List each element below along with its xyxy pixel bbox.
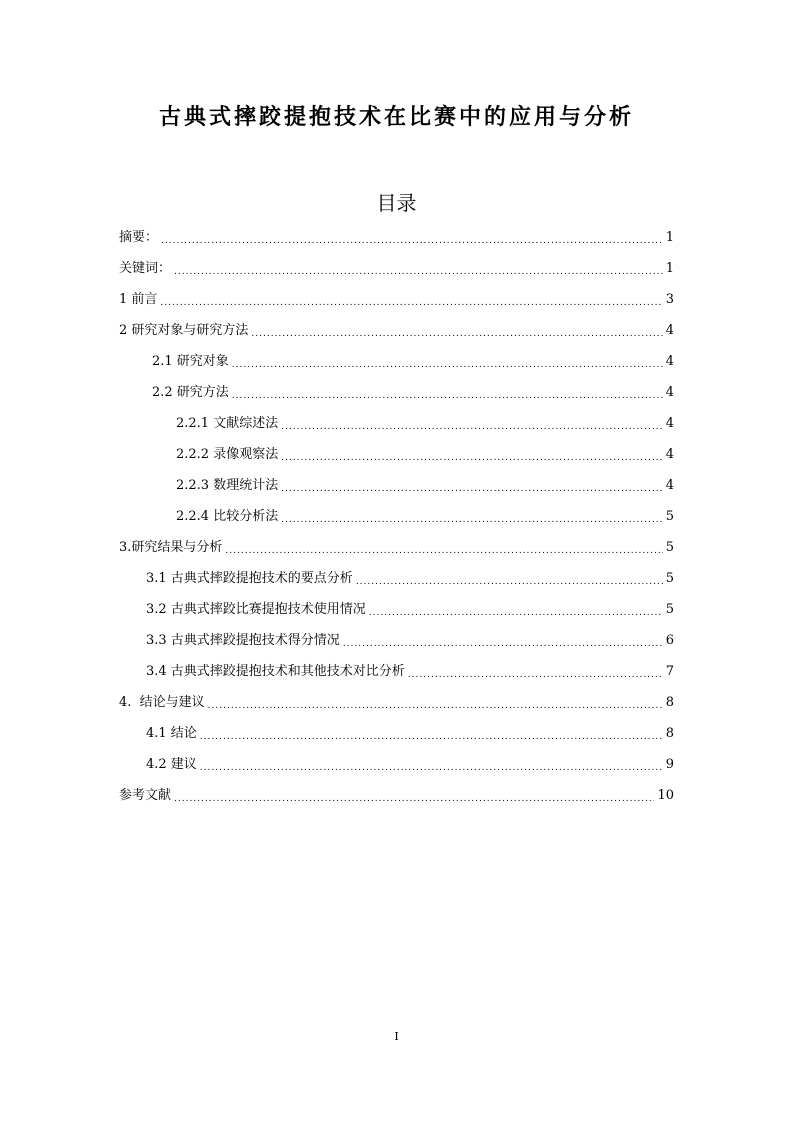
toc-leader-dots xyxy=(281,447,663,469)
toc-leader-dots xyxy=(356,571,663,593)
toc-entry-page: 9 xyxy=(665,757,674,772)
toc-entry-section-4-1[interactable] xyxy=(119,723,674,754)
toc-entry-label: 参考文献 xyxy=(119,788,172,803)
toc-entry-references[interactable] xyxy=(119,785,674,816)
toc-entry-section-4[interactable] xyxy=(119,692,674,723)
toc-entry-page: 8 xyxy=(665,726,674,741)
toc-entry-page: 1 xyxy=(665,230,674,245)
toc-entry-label: 1 前言 xyxy=(119,292,158,307)
toc-entry-label: 4.2 建议 xyxy=(146,757,197,772)
toc-entry-section-2-2[interactable] xyxy=(119,382,674,413)
document-title: 古典式摔跤提抱技术在比赛中的应用与分析 xyxy=(158,105,634,130)
toc-leader-dots xyxy=(225,540,662,562)
toc-leader-dots xyxy=(160,292,662,314)
toc-entry-keywords[interactable] xyxy=(119,258,674,289)
toc-entry-label: 2 研究对象与研究方法 xyxy=(119,323,249,338)
toc-entry-section-2[interactable] xyxy=(119,320,674,351)
toc-entry-label: 关键词： xyxy=(119,261,172,276)
toc-entry-page: 8 xyxy=(665,695,674,710)
toc-entry-abstract[interactable] xyxy=(119,227,674,258)
toc-entry-page: 6 xyxy=(665,633,674,648)
toc-entry-label: 2.2 研究方法 xyxy=(152,385,229,400)
toc-entry-section-2-2-2[interactable] xyxy=(119,444,674,475)
toc-leader-dots xyxy=(174,261,663,283)
toc-leader-dots xyxy=(208,695,663,717)
toc-entry-label: 3.4 古典式摔跤提抱技术和其他技术对比分析 xyxy=(146,664,405,679)
table-of-contents xyxy=(119,227,674,816)
toc-leader-dots xyxy=(161,230,663,252)
toc-entry-label: 3.1 古典式摔跤提抱技术的要点分析 xyxy=(146,571,353,586)
toc-entry-page: 5 xyxy=(665,540,674,555)
toc-entry-page: 5 xyxy=(665,509,674,524)
toc-entry-label: 2.2.3 数理统计法 xyxy=(176,478,279,493)
toc-entry-label: 4. 结论与建议 xyxy=(119,695,205,710)
toc-entry-page: 4 xyxy=(665,447,674,462)
toc-leader-dots xyxy=(281,509,663,531)
toc-entry-label: 3.研究结果与分析 xyxy=(119,540,223,555)
toc-entry-page: 3 xyxy=(665,292,674,307)
toc-leader-dots xyxy=(251,323,662,345)
toc-entry-section-4-2[interactable] xyxy=(119,754,674,785)
toc-entry-label: 2.2.2 录像观察法 xyxy=(176,447,279,462)
toc-entry-section-3-1[interactable] xyxy=(119,568,674,599)
toc-entry-label: 3.2 古典式摔跤比赛提抱技术使用情况 xyxy=(146,602,366,617)
toc-entry-page: 7 xyxy=(665,664,674,679)
toc-entry-section-2-2-3[interactable] xyxy=(119,475,674,506)
page-number: I xyxy=(394,1030,399,1043)
toc-entry-section-3[interactable] xyxy=(119,537,674,568)
toc-entry-page: 4 xyxy=(665,323,674,338)
toc-entry-page: 4 xyxy=(665,416,674,431)
toc-entry-page: 4 xyxy=(665,354,674,369)
toc-entry-preface[interactable] xyxy=(119,289,674,320)
toc-entry-section-2-2-1[interactable] xyxy=(119,413,674,444)
toc-entry-label: 2.2.1 文献综述法 xyxy=(176,416,279,431)
toc-entry-page: 10 xyxy=(657,788,674,803)
toc-heading: 目录 xyxy=(376,191,417,215)
toc-entry-section-3-4[interactable] xyxy=(119,661,674,692)
toc-leader-dots xyxy=(232,385,663,407)
toc-entry-page: 4 xyxy=(665,478,674,493)
toc-leader-dots xyxy=(200,757,663,779)
toc-entry-page: 1 xyxy=(665,261,674,276)
toc-leader-dots xyxy=(343,633,663,655)
toc-entry-label: 4.1 结论 xyxy=(146,726,197,741)
toc-leader-dots xyxy=(174,788,654,810)
toc-entry-page: 5 xyxy=(665,571,674,586)
toc-leader-dots xyxy=(369,602,663,624)
toc-entry-label: 摘要： xyxy=(119,230,159,245)
toc-entry-label: 2.2.4 比较分析法 xyxy=(176,509,279,524)
toc-entry-section-2-1[interactable] xyxy=(119,351,674,382)
toc-leader-dots xyxy=(232,354,663,376)
toc-entry-label: 2.1 研究对象 xyxy=(152,354,229,369)
toc-entry-label: 3.3 古典式摔跤提抱技术得分情况 xyxy=(146,633,340,648)
toc-leader-dots xyxy=(281,478,663,500)
toc-entry-page: 5 xyxy=(665,602,674,617)
toc-entry-page: 4 xyxy=(665,385,674,400)
toc-entry-section-3-3[interactable] xyxy=(119,630,674,661)
toc-entry-section-3-2[interactable] xyxy=(119,599,674,630)
toc-entry-section-2-2-4[interactable] xyxy=(119,506,674,537)
toc-leader-dots xyxy=(408,664,663,686)
toc-leader-dots xyxy=(200,726,663,748)
toc-leader-dots xyxy=(281,416,663,438)
